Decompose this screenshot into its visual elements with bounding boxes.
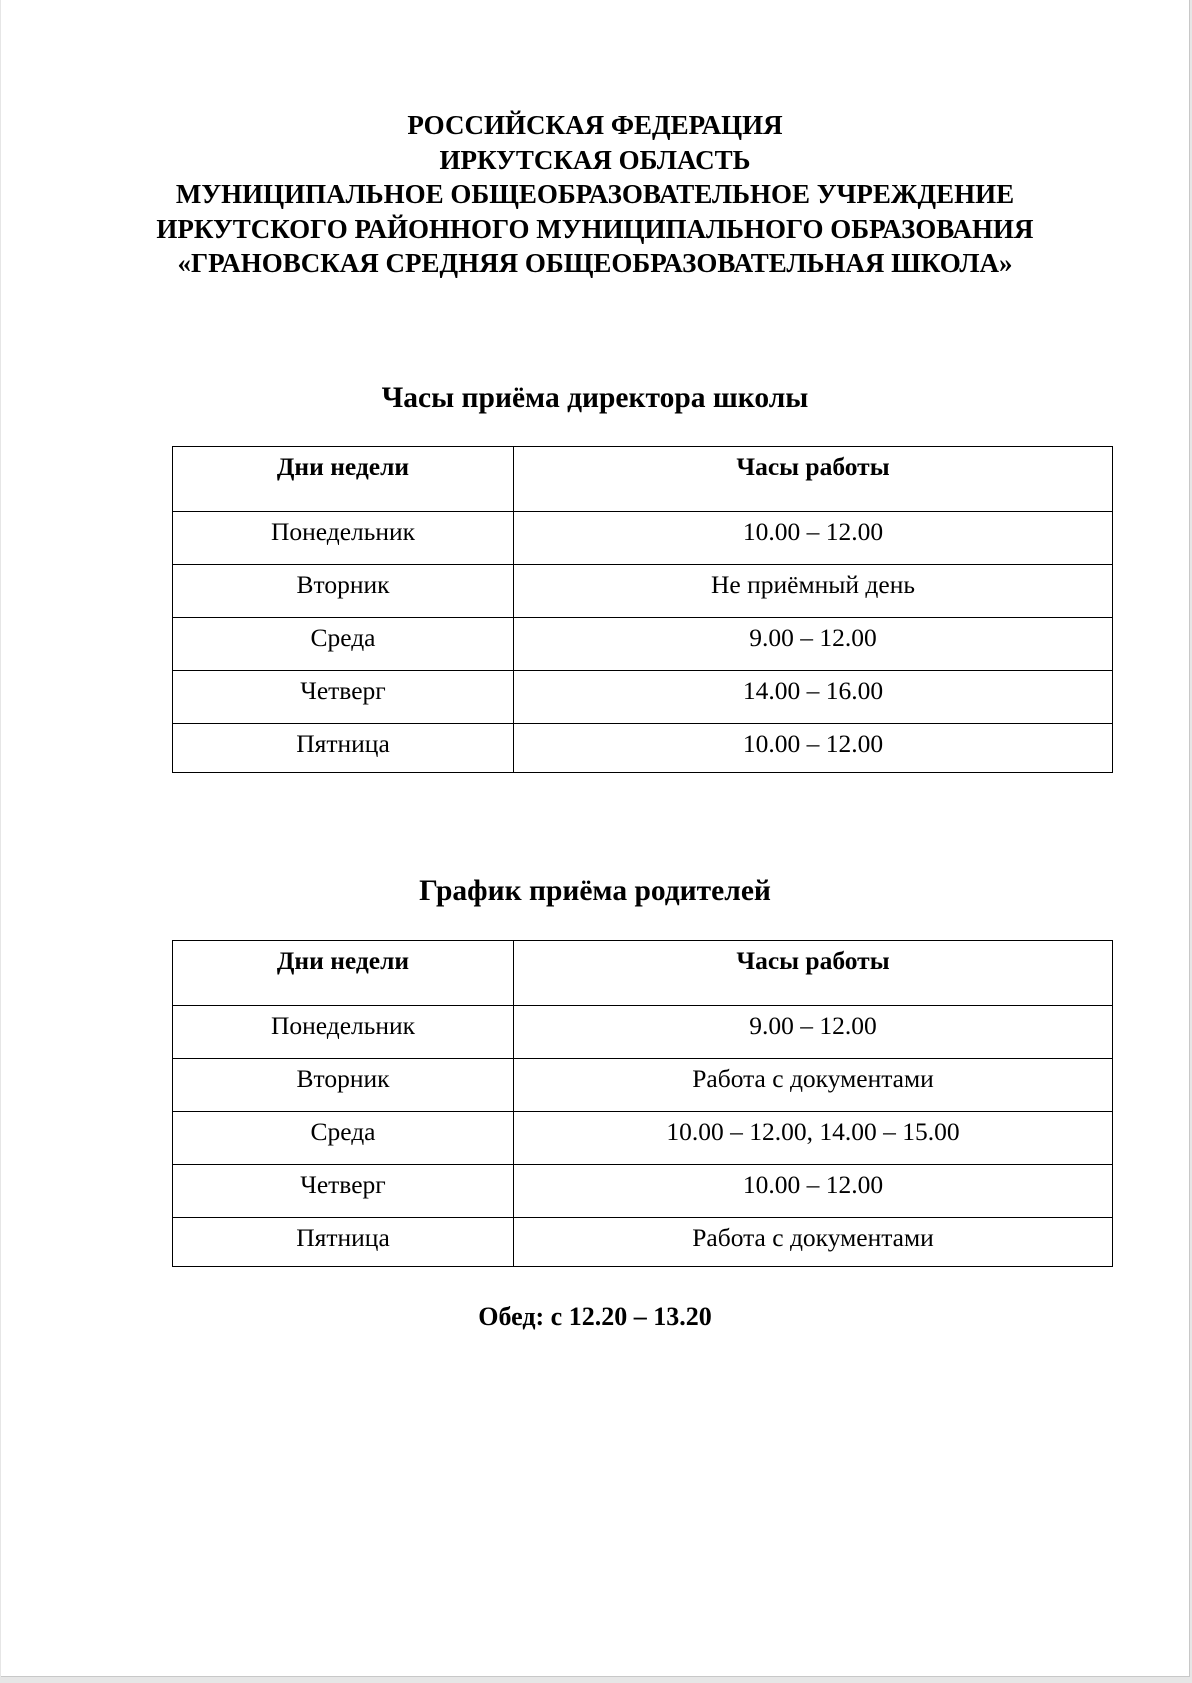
column-header-days: Дни недели (173, 447, 514, 512)
hours-cell: 10.00 – 12.00 (514, 1165, 1113, 1218)
director-schedule-table (172, 446, 1113, 773)
day-cell: Понедельник (173, 512, 514, 565)
hours-cell: 9.00 – 12.00 (514, 1006, 1113, 1059)
table-row (173, 618, 1113, 671)
hours-cell: 14.00 – 16.00 (514, 671, 1113, 724)
day-cell: Среда (173, 1112, 514, 1165)
column-header-days: Дни недели (173, 941, 514, 1006)
day-cell: Четверг (173, 671, 514, 724)
hours-cell: 10.00 – 12.00 (514, 512, 1113, 565)
document-header (1, 108, 1189, 281)
table-row (173, 1006, 1113, 1059)
column-header-hours: Часы работы (514, 941, 1113, 1006)
table-row (173, 1218, 1113, 1267)
hours-cell: Работа с документами (514, 1059, 1113, 1112)
table-row (173, 512, 1113, 565)
director-schedule-title: Часы приёма директора школы (381, 382, 809, 414)
hours-cell: 10.00 – 12.00, 14.00 – 15.00 (514, 1112, 1113, 1165)
table-row (173, 724, 1113, 773)
day-cell: Вторник (173, 565, 514, 618)
day-cell: Вторник (173, 1059, 514, 1112)
header-line-municipality: ИРКУТСКОГО РАЙОННОГО МУНИЦИПАЛЬНОГО ОБРАЗОВАНИЯ (156, 213, 1034, 244)
column-header-hours: Часы работы (514, 447, 1113, 512)
table-row (173, 1059, 1113, 1112)
table-row (173, 1165, 1113, 1218)
table-header-row (173, 447, 1113, 512)
table-row (173, 565, 1113, 618)
header-line-country: РОССИЙСКАЯ ФЕДЕРАЦИЯ (407, 110, 783, 140)
day-cell: Понедельник (173, 1006, 514, 1059)
day-cell: Пятница (173, 1218, 514, 1267)
table-row (173, 671, 1113, 724)
day-cell: Пятница (173, 724, 514, 773)
document-page (1, 0, 1190, 1677)
parents-schedule-title: График приёма родителей (419, 875, 771, 907)
header-line-institution-type: МУНИЦИПАЛЬНОЕ ОБЩЕОБРАЗОВАТЕЛЬНОЕ УЧРЕЖДЕНИЕ (175, 179, 1015, 209)
hours-cell: 10.00 – 12.00 (514, 724, 1113, 773)
hours-cell: 9.00 – 12.00 (514, 618, 1113, 671)
day-cell: Четверг (173, 1165, 514, 1218)
hours-cell: Работа с документами (514, 1218, 1113, 1267)
hours-cell: Не приёмный день (514, 565, 1113, 618)
table-row (173, 1112, 1113, 1165)
parents-schedule-table (172, 940, 1113, 1267)
lunch-break-note: Обед: с 12.20 – 13.20 (478, 1302, 712, 1331)
table-header-row (173, 941, 1113, 1006)
day-cell: Среда (173, 618, 514, 671)
header-line-school-name: «ГРАНОВСКАЯ СРЕДНЯЯ ОБЩЕОБРАЗОВАТЕЛЬНАЯ ШКОЛА» (177, 248, 1013, 278)
header-line-region: ИРКУТСКАЯ ОБЛАСТЬ (439, 144, 751, 175)
